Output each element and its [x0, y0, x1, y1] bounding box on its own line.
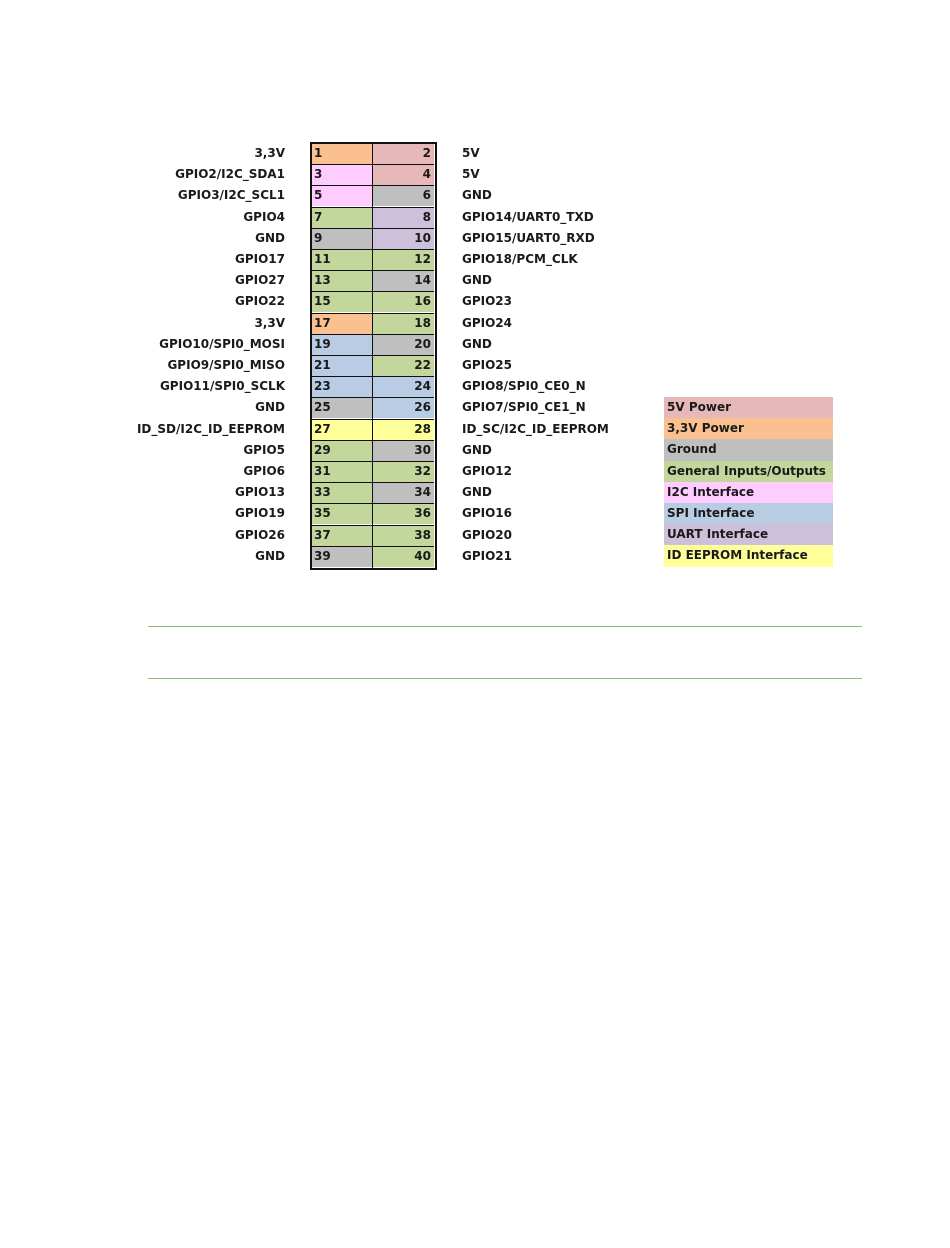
left-pin-number: 17: [311, 313, 373, 334]
left-pin-number: 19: [311, 334, 373, 355]
left-pin-name: GPIO3/I2C_SCL1: [177, 188, 285, 203]
left-pin-number: 27: [311, 419, 373, 440]
left-pin-number: 29: [311, 440, 373, 461]
left-pin-name: GPIO6: [243, 464, 285, 478]
right-pin-number: 20: [373, 334, 434, 355]
right-pin-number: 26: [373, 397, 434, 418]
right-pin-number: 34: [373, 482, 434, 503]
pin-row: [0, 376, 950, 397]
right-pin-name: GPIO24: [462, 315, 513, 330]
pin-row: [0, 164, 950, 185]
right-pin-name: GND: [462, 273, 492, 288]
separator-bottom: [148, 678, 862, 679]
pin-row: [0, 143, 950, 164]
right-pin-number: 22: [373, 355, 434, 376]
left-pin-name: GPIO13: [234, 485, 285, 500]
left-pin-name: GND: [255, 400, 285, 415]
right-pin-name: GPIO21: [462, 548, 513, 563]
left-pin-number: 3: [311, 164, 373, 185]
left-pin-name: GPIO19: [234, 506, 285, 521]
right-pin-name: GPIO7/SPI0_CE1_N: [462, 400, 586, 415]
right-pin-number: 30: [373, 440, 434, 461]
right-pin-number: 12: [373, 249, 434, 270]
right-pin-name: GPIO23: [462, 294, 513, 309]
right-pin-name: GND: [462, 336, 492, 351]
left-pin-number: 35: [311, 503, 373, 524]
pin-row: [0, 207, 950, 228]
left-pin-name: GPIO9/SPI0_MISO: [167, 358, 285, 372]
right-pin-name: GPIO8/SPI0_CE0_N: [462, 379, 586, 394]
legend-item: I2C Interface: [664, 482, 833, 503]
legend-item: SPI Interface: [664, 503, 833, 524]
pin-row: [0, 185, 950, 206]
left-pin-name: 3,3V: [254, 315, 285, 330]
left-pin-name: GND: [255, 230, 285, 245]
left-pin-name: GPIO27: [234, 273, 285, 288]
left-pin-name: GPIO5: [243, 442, 285, 457]
legend-item: General Inputs/Outputs: [664, 461, 833, 482]
right-pin-name: 5V: [462, 146, 480, 160]
legend-item: ID EEPROM Interface: [664, 545, 833, 566]
right-pin-number: 32: [373, 461, 434, 482]
right-pin-name: GPIO16: [462, 506, 513, 521]
right-pin-number: 36: [373, 503, 434, 524]
right-pin-number: 16: [373, 291, 434, 312]
left-pin-number: 37: [311, 525, 373, 546]
right-pin-name: GPIO18/PCM_CLK: [462, 252, 578, 266]
right-pin-number: 10: [373, 228, 434, 249]
left-pin-number: 1: [311, 143, 373, 164]
right-pin-number: 6: [373, 185, 434, 206]
left-pin-number: 7: [311, 207, 373, 228]
right-pin-name: GPIO12: [462, 464, 513, 478]
right-pin-name: GND: [462, 485, 492, 500]
left-pin-name: GND: [255, 548, 285, 563]
right-pin-name: GPIO25: [462, 358, 513, 372]
pin-row: [0, 291, 950, 312]
left-pin-number: 11: [311, 249, 373, 270]
legend-item: 3,3V Power: [664, 418, 833, 439]
legend-item: Ground: [664, 439, 833, 460]
left-pin-number: 25: [311, 397, 373, 418]
right-pin-name: GPIO20: [462, 527, 513, 542]
pin-type-legend: [664, 397, 833, 567]
left-pin-number: 23: [311, 376, 373, 397]
pin-row: [0, 249, 950, 270]
legend-item: UART Interface: [664, 524, 833, 545]
right-pin-number: 14: [373, 270, 434, 291]
left-pin-number: 13: [311, 270, 373, 291]
right-pin-number: 8: [373, 207, 434, 228]
right-pin-number: 38: [373, 525, 434, 546]
right-pin-number: 28: [373, 419, 434, 440]
right-pin-number: 40: [373, 546, 434, 567]
right-pin-name: GND: [462, 188, 492, 203]
right-pin-name: GND: [462, 442, 492, 457]
left-pin-number: 31: [311, 461, 373, 482]
right-pin-number: 18: [373, 313, 434, 334]
right-pin-name: GPIO14/UART0_TXD: [462, 209, 594, 224]
left-pin-name: 3,3V: [254, 146, 285, 160]
left-pin-name: GPIO10/SPI0_MOSI: [159, 336, 285, 351]
left-pin-name: GPIO17: [234, 252, 285, 266]
pin-column-divider: [372, 142, 373, 568]
right-pin-number: 4: [373, 164, 434, 185]
pin-row: [0, 270, 950, 291]
left-pin-number: 39: [311, 546, 373, 567]
left-pin-number: 9: [311, 228, 373, 249]
left-pin-name: GPIO2/I2C_SDA1: [175, 167, 285, 182]
right-pin-name: 5V: [462, 167, 480, 182]
legend-item: 5V Power: [664, 397, 833, 418]
left-pin-name: GPIO22: [234, 294, 285, 309]
right-pin-name: GPIO15/UART0_RXD: [462, 230, 595, 245]
left-pin-number: 21: [311, 355, 373, 376]
pin-row: [0, 228, 950, 249]
left-pin-name: GPIO11/SPI0_SCLK: [159, 379, 285, 394]
left-pin-name: ID_SD/I2C_ID_EEPROM: [136, 421, 285, 436]
right-pin-number: 24: [373, 376, 434, 397]
pin-row: [0, 334, 950, 355]
left-pin-name: GPIO26: [234, 527, 285, 542]
left-pin-number: 15: [311, 291, 373, 312]
pin-row: [0, 355, 950, 376]
separator-top: [148, 626, 862, 627]
right-pin-name: ID_SC/I2C_ID_EEPROM: [462, 421, 609, 436]
right-pin-number: 2: [373, 143, 434, 164]
left-pin-number: 33: [311, 482, 373, 503]
left-pin-name: GPIO4: [243, 209, 285, 224]
left-pin-number: 5: [311, 185, 373, 206]
pin-row: [0, 313, 950, 334]
